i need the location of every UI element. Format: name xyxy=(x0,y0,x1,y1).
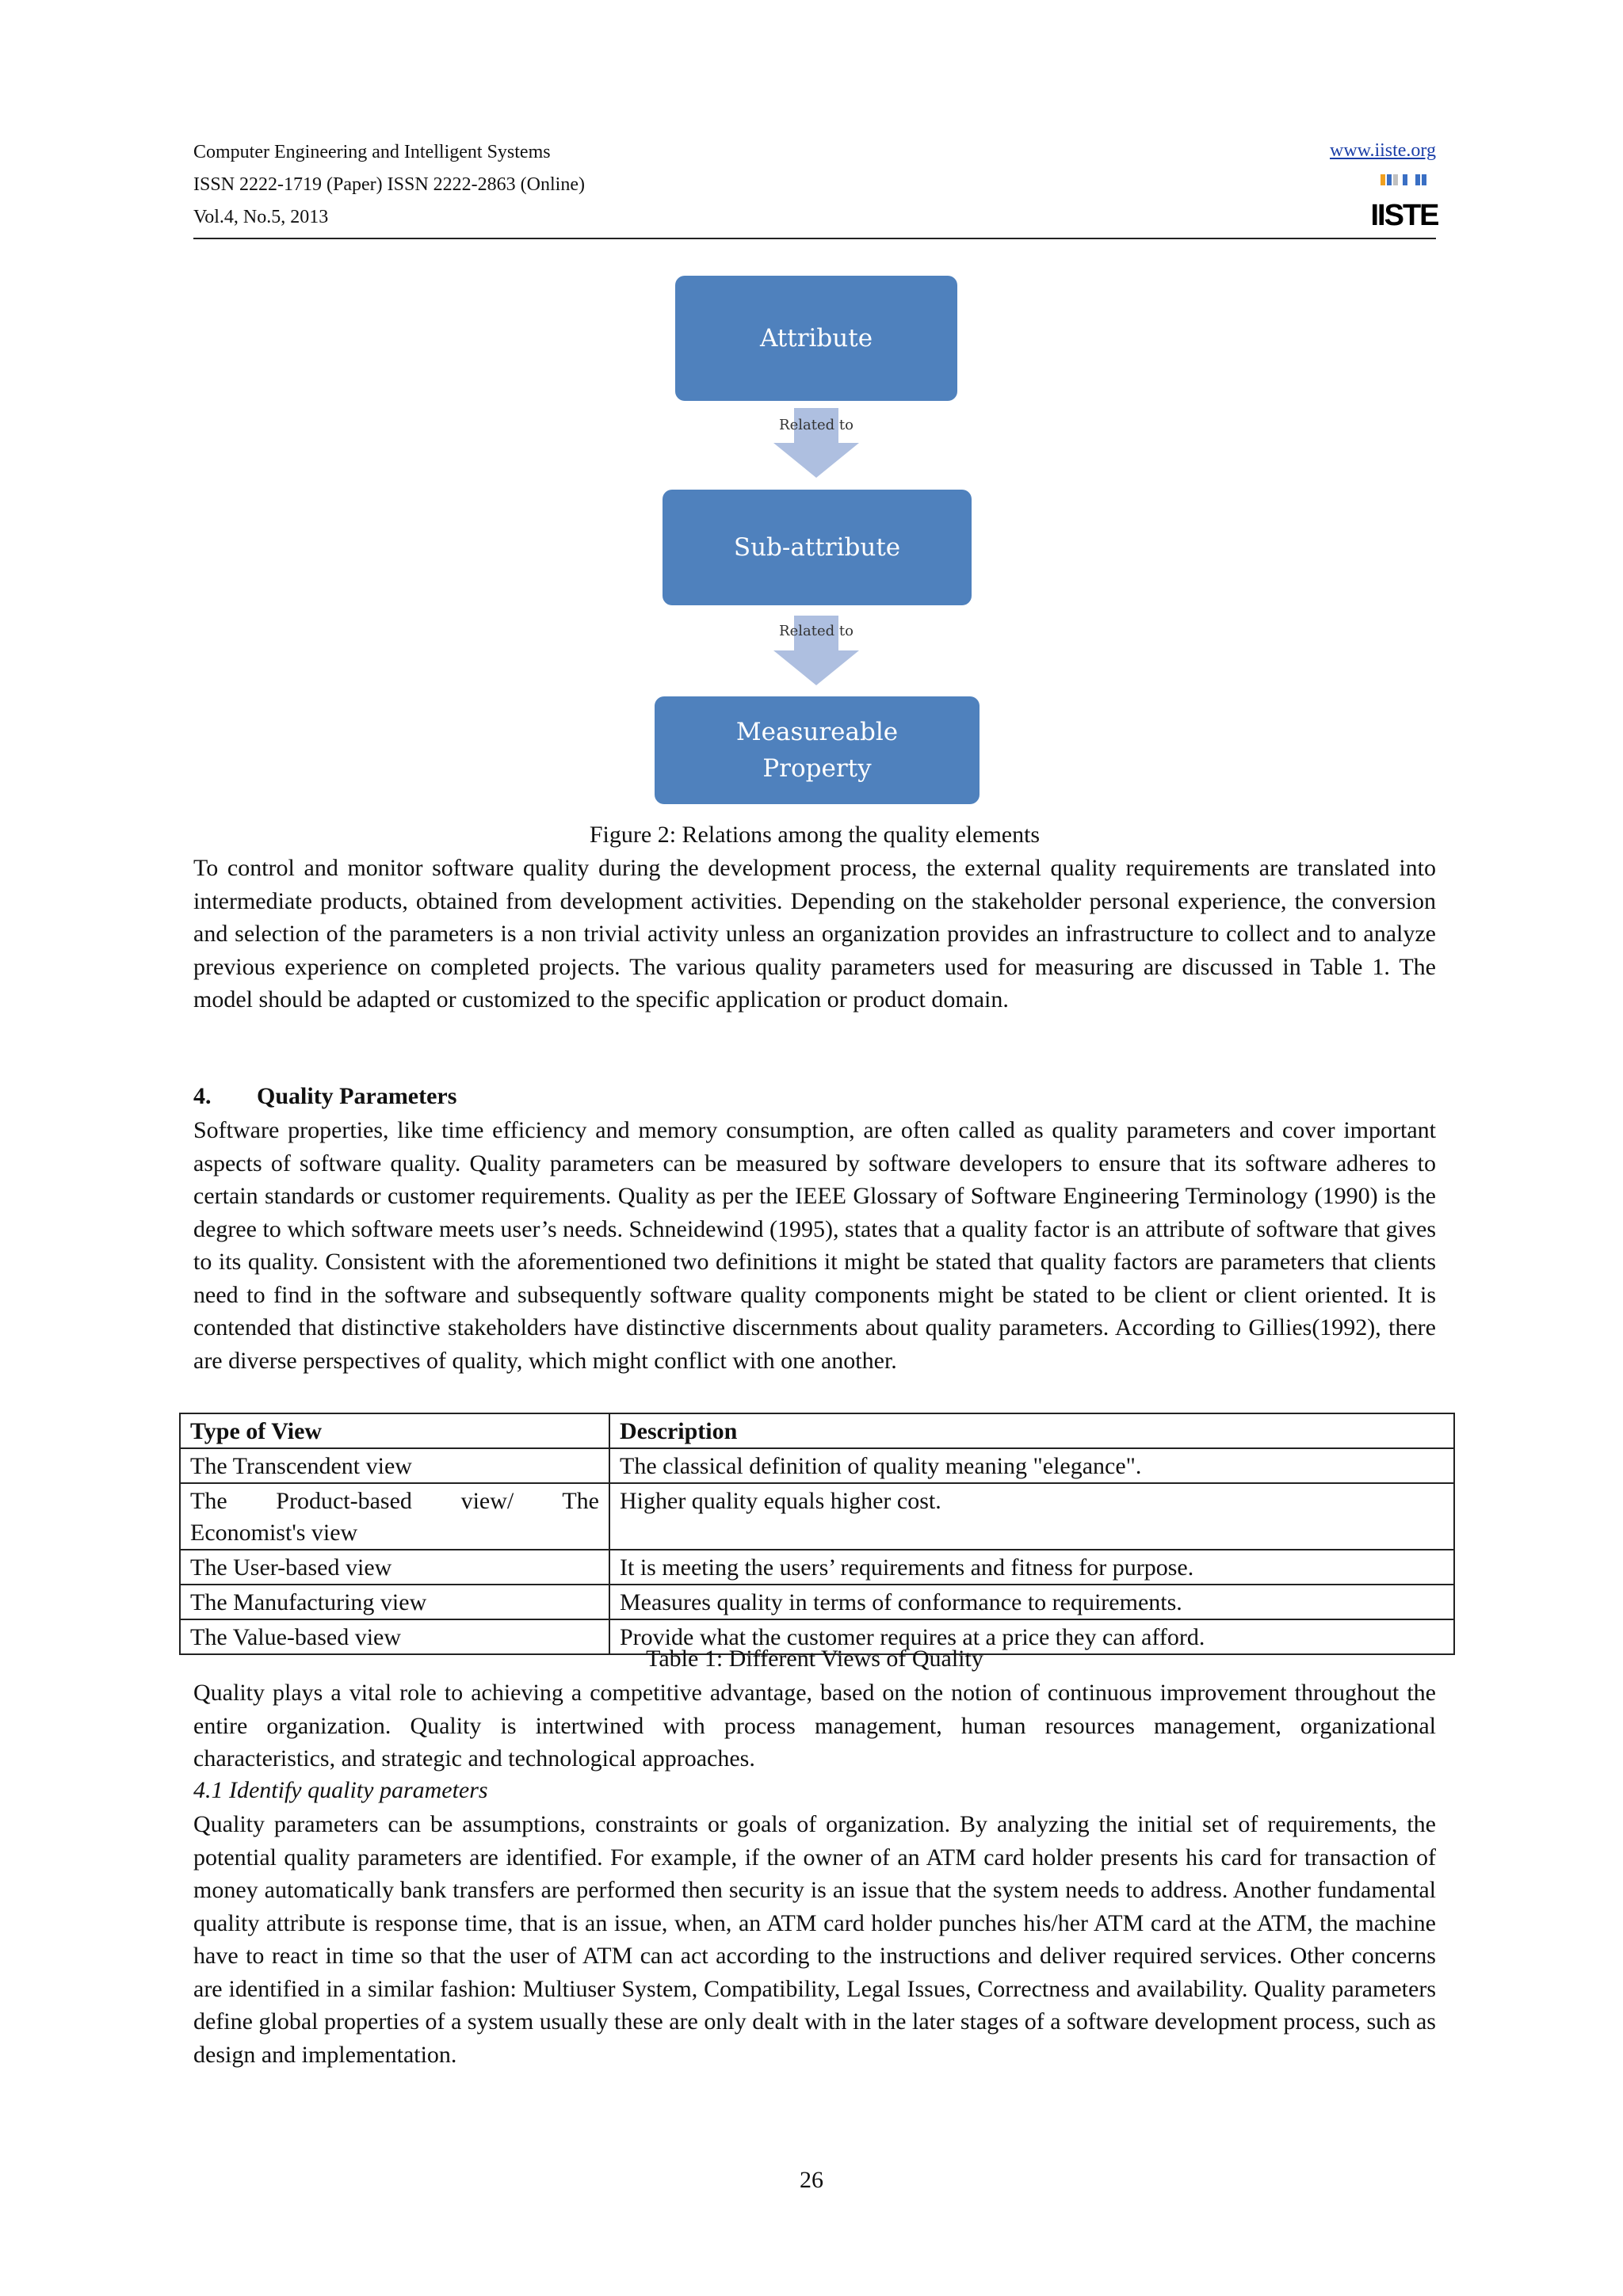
table-cell: The Transcendent view xyxy=(180,1448,609,1483)
section-number: 4. xyxy=(193,1083,212,1109)
views-table xyxy=(179,1413,1455,1655)
table-cell: Higher quality equals higher cost. xyxy=(609,1483,1454,1550)
iiste-logo xyxy=(1370,173,1438,232)
table-cell: The Value-based view xyxy=(180,1619,609,1654)
journal-name: Computer Engineering and Intelligent Systems xyxy=(193,142,551,162)
node-attribute: Attribute xyxy=(675,276,957,401)
logo-text: IISTE xyxy=(1370,199,1438,232)
issn-line: ISSN 2222-1719 (Paper) ISSN 2222-2863 (Online) xyxy=(193,174,585,195)
volume-line: Vol.4, No.5, 2013 xyxy=(193,207,329,227)
table-row xyxy=(180,1448,1454,1483)
table-caption: Table 1: Different Views of Quality xyxy=(646,1646,983,1672)
journal-url-link[interactable]: www.iiste.org xyxy=(1330,140,1436,161)
node-measureable-property: Measureable Property xyxy=(655,696,980,804)
table-header-type: Type of View xyxy=(180,1413,609,1448)
figure-caption: Figure 2: Relations among the quality elements xyxy=(589,822,1041,848)
table-cell: The User-based view xyxy=(180,1550,609,1585)
table-cell: The Manufacturing view xyxy=(180,1585,609,1619)
table-cell: Provide what the customer requires at a price they can afford. xyxy=(609,1619,1454,1654)
arrow-label-2: Related to xyxy=(779,623,854,639)
table-cell: It is meeting the users’ requirements and fitness for purpose. xyxy=(609,1550,1454,1585)
table-cell-line: The Product-based view/ The xyxy=(190,1488,599,1514)
page-number: 26 xyxy=(800,2167,823,2193)
paragraph-1: To control and monitor software quality during the development process, the external quality requirements are translated into intermediate products, obtained from development activities. Depending on the stakeholder personal experience, the conversion and selection of the parameters is a non trivial activity unless an organization provides an infrastructure to collect and to analyze previous experience on completed projects. The various quality parameters used for measuring are discussed in Table 1. The model should be adapted or customized to the specific application or product domain. xyxy=(193,855,1436,1013)
table-cell-line: Economist's view xyxy=(190,1520,358,1546)
quality-elements-diagram xyxy=(650,273,983,812)
section-heading xyxy=(193,1081,456,1112)
arrow-label-1: Related to xyxy=(779,417,854,433)
table-cell: The classical definition of quality meaning "elegance". xyxy=(609,1448,1454,1483)
node-sub-attribute: Sub-attribute xyxy=(663,490,972,605)
table-row xyxy=(180,1585,1454,1619)
subsection-heading: 4.1 Identify quality parameters xyxy=(193,1777,488,1803)
table-cell xyxy=(180,1483,609,1550)
paragraph-2: Software properties, like time efficiency and memory consumption, are often called as quality parameters and cover important aspects of software quality. Quality parameters can be measured by software developers to ensure that its software adheres to certain standards or customer requirements. Quality as per the IEEE Glossary of Software Engineering Terminology (1990) is the degree to which software meets user’s needs. Schneidewind (1995), states that a quality factor is an attribute of software that gives to its quality. Consistent with the aforementioned two definitions it might be stated that quality factors are parameters that clients need to find in the software and subsequently software quality components might be stated to be client or client oriented. It is contended that distinctive stakeholders have distinctive discernments about quality parameters. According to Gillies(1992), there are diverse perspectives of quality, which might conflict with one another. xyxy=(193,1117,1436,1374)
table-row xyxy=(180,1550,1454,1585)
paragraph-3: Quality plays a vital role to achieving a competitive advantage, based on the notion of continuous improvement throughout the entire organization. Quality is intertwined with process management, human resources management, organizational characteristics, and strategic and technological approaches. xyxy=(193,1680,1436,1772)
table-cell: Measures quality in terms of conformance to requirements. xyxy=(609,1585,1454,1619)
table-row xyxy=(180,1483,1454,1550)
table-header-row xyxy=(180,1413,1454,1448)
table-header-description: Description xyxy=(609,1413,1454,1448)
paragraph-4: Quality parameters can be assumptions, constraints or goals of organization. By analyzing the initial set of requirements, the potential quality parameters are identified. For example, if the owner of an ATM card holder presents his card for transaction of money automatically bank transfers are performed then security is an issue that the system needs to address. Another fundamental quality attribute is response time, that is an issue, when, an ATM card holder punches his/her ATM card at the ATM, the machine have to react in time so that the user of ATM can act according to the instructions and deliver required services. Other concerns are identified in a similar fashion: Multiuser System, Compatibility, Legal Issues, Correctness and availability. Quality parameters define global properties of a system usually these are only dealt with in the later stages of a software development process, such as design and implementation. xyxy=(193,1811,1436,2068)
section-title: Quality Parameters xyxy=(257,1083,457,1109)
header-rule xyxy=(193,238,1436,239)
